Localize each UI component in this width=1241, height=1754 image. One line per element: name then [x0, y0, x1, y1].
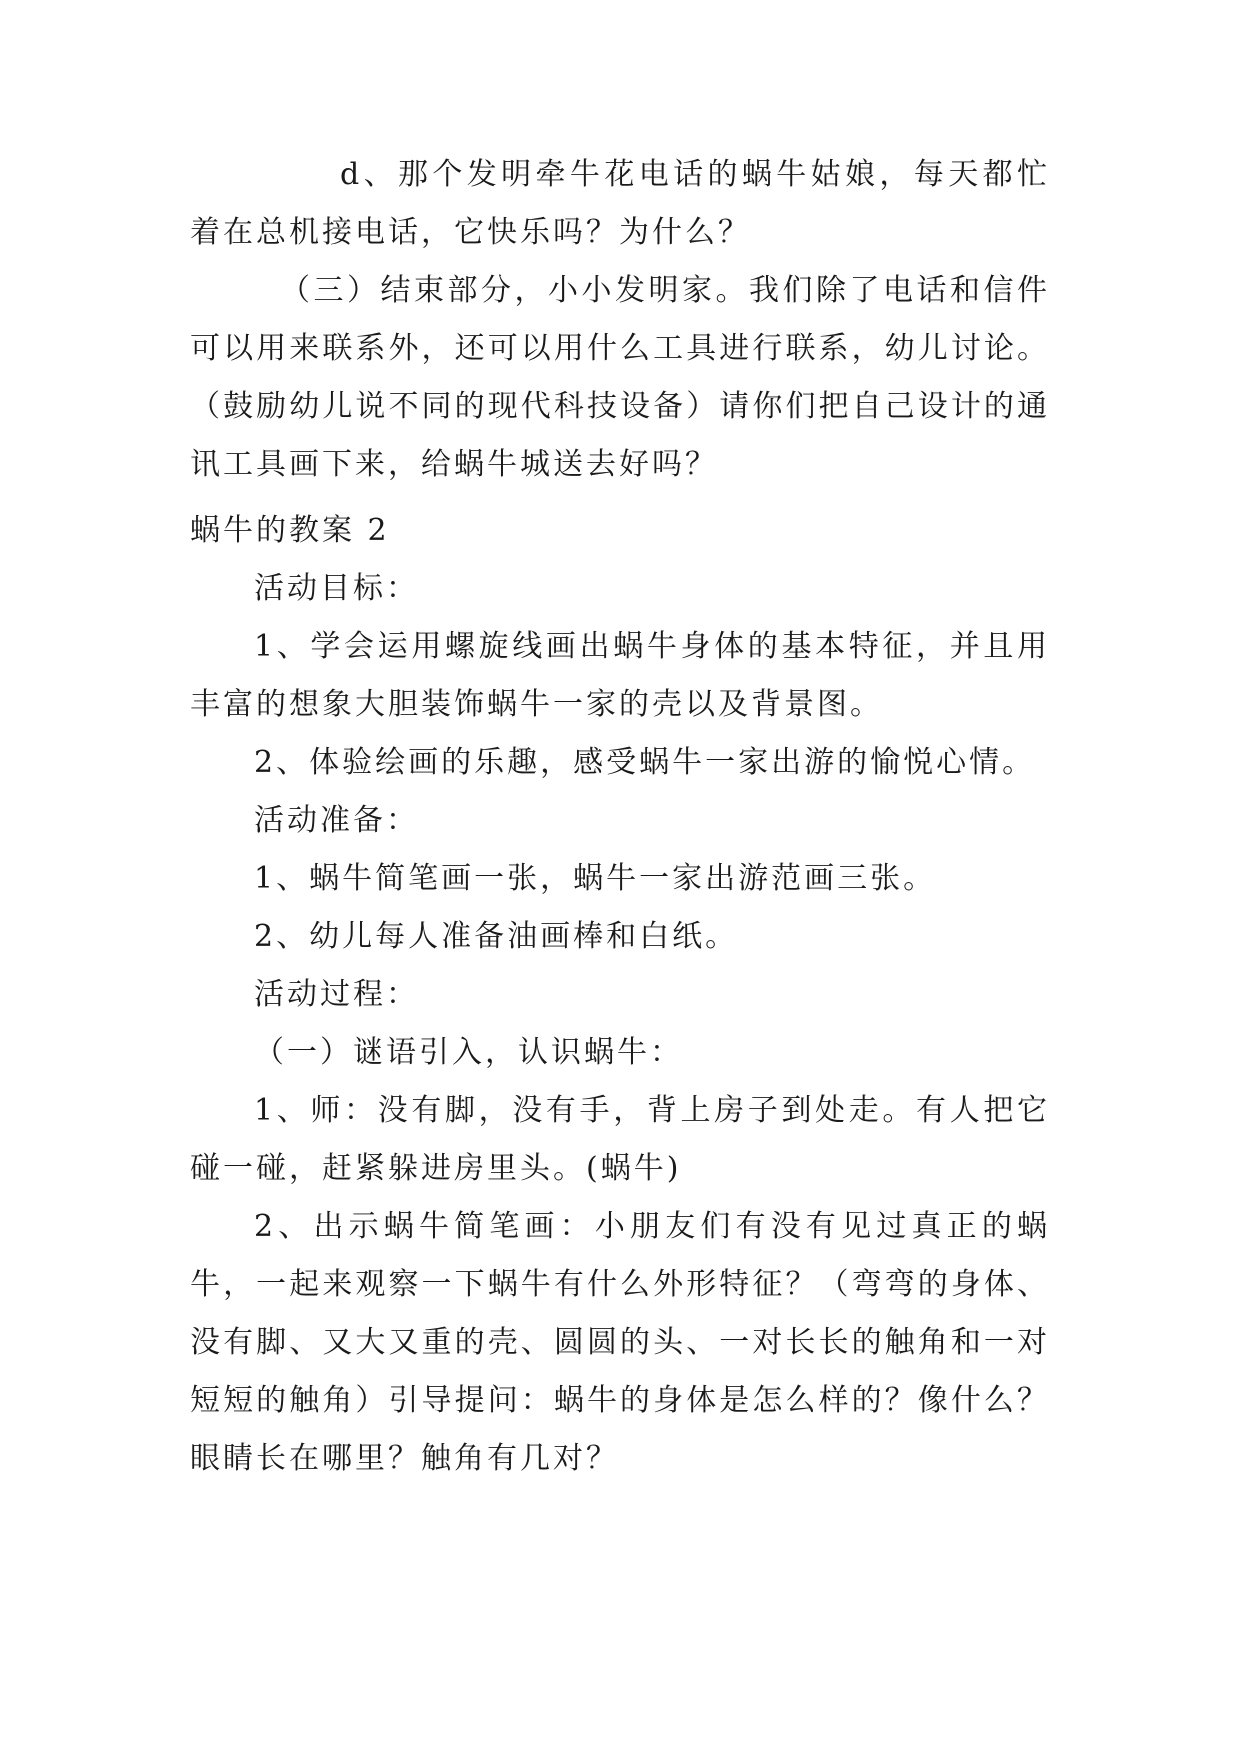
prep-1: 1、蜗牛简笔画一张，蜗牛一家出游范画三张。 [254, 861, 937, 896]
goal-2: 2、体验绘画的乐趣，感受蜗牛一家出游的愉悦心情。 [254, 745, 1036, 780]
step-1: 1、师：没有脚，没有手，背上房子到处走。有人把它碰一碰，赶紧躲进房里头。(蜗牛) [190, 1093, 1050, 1186]
paragraph-conclusion: （三）结束部分，小小发明家。我们除了电话和信件可以用来联系外，还可以用什么工具进行联系，幼儿讨论。（鼓励幼儿说不同的现代科技设备）请你们把自己设计的通讯工具画下来，给蜗牛城送去好吗？ [190, 273, 1050, 482]
paragraph-d-question: d、那个发明牵牛花电话的蜗牛姑娘，每天都忙着在总机接电话，它快乐吗？为什么？ [190, 157, 1050, 250]
section-lesson-plan-2 [190, 502, 1050, 1488]
step-heading: （一）谜语引入，认识蜗牛： [254, 1035, 683, 1070]
section-continued [190, 146, 1050, 494]
goal-1: 1、学会运用螺旋线画出蜗牛身体的基本特征，并且用丰富的想象大胆装饰蜗牛一家的壳以及背景图。 [190, 629, 1050, 722]
process-heading: 活动过程： [254, 977, 419, 1012]
goals-heading: 活动目标： [254, 571, 419, 606]
prep-heading: 活动准备： [254, 803, 419, 838]
lesson-title: 蜗牛的教案 2 [190, 513, 390, 548]
prep-2: 2、幼儿每人准备油画棒和白纸。 [254, 919, 739, 954]
step-2: 2、出示蜗牛简笔画：小朋友们有没有见过真正的蜗牛，一起来观察一下蜗牛有什么外形特征？（弯弯的身体、没有脚、又大又重的壳、圆圆的头、一对长长的触角和一对短短的触角）引导提问：蜗牛的身体是怎么样的？像什么？眼睛长在哪里？触角有几对？ [190, 1209, 1050, 1476]
